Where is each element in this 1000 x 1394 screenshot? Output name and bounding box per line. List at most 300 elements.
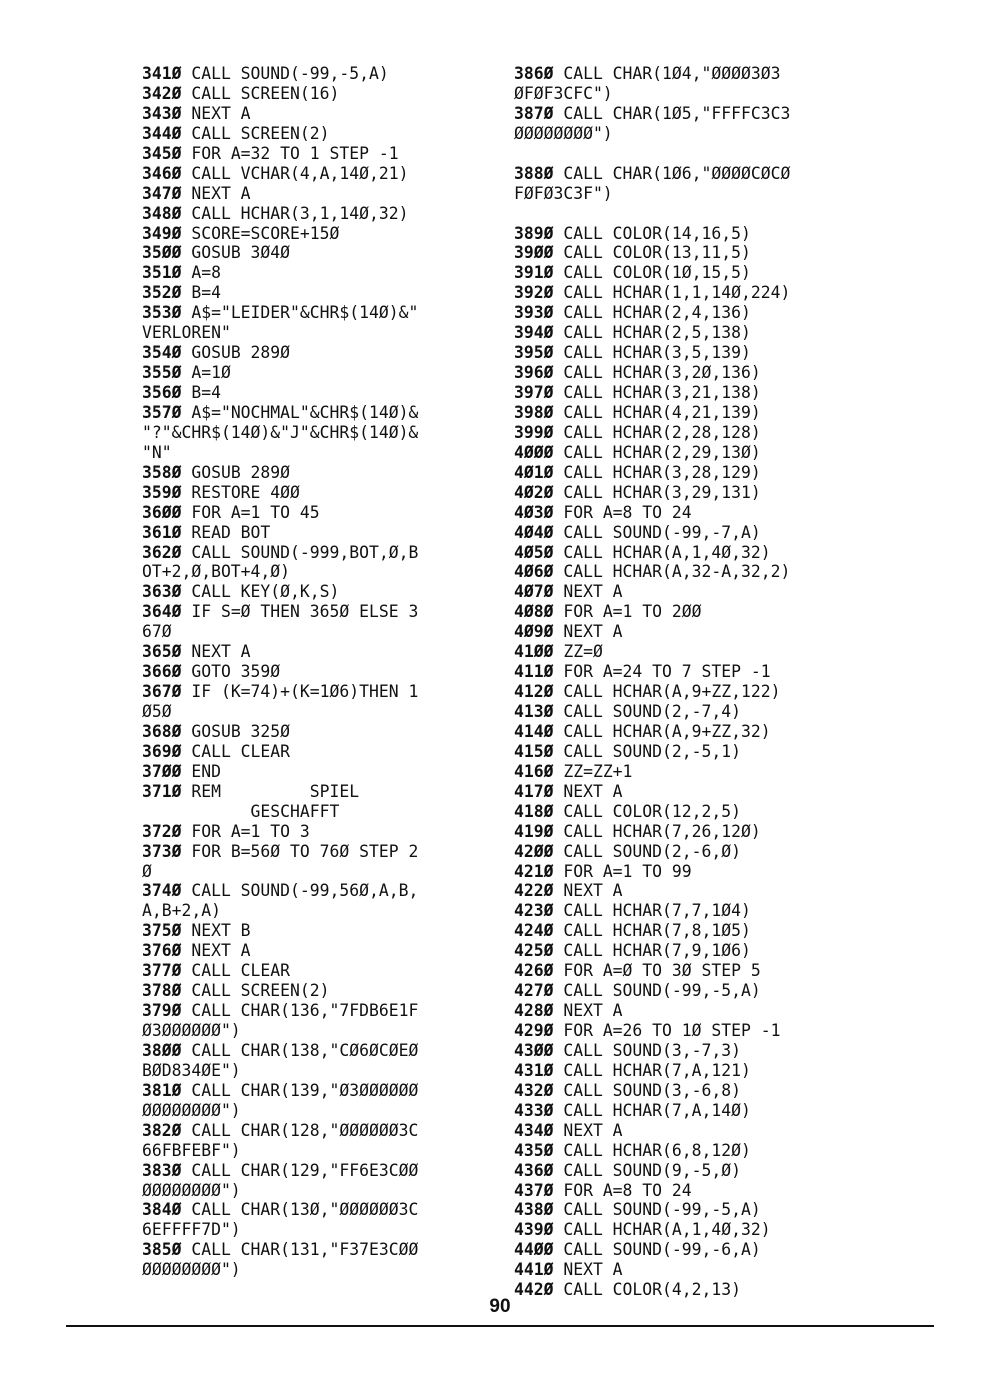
code-text: CALL SOUND(-99,-5,A)	[563, 981, 761, 1001]
line-number: 374Ø	[142, 881, 192, 901]
code-line	[514, 961, 874, 981]
line-number: 422Ø	[514, 881, 564, 901]
line-number: 396Ø	[514, 363, 564, 383]
code-line	[142, 602, 487, 622]
line-number: 442Ø	[514, 1280, 564, 1300]
code-line	[514, 64, 874, 84]
code-text: CALL VCHAR(4,A,14Ø,21)	[191, 163, 409, 183]
code-line	[514, 622, 874, 642]
line-number: 42ØØ	[514, 841, 564, 861]
code-text: NEXT A	[563, 781, 623, 801]
code-text: 66FBFEBF")	[142, 1140, 241, 1160]
code-line	[142, 463, 487, 483]
line-number: 386Ø	[514, 64, 564, 83]
code-line	[514, 323, 874, 343]
line-number: 394Ø	[514, 323, 564, 343]
line-number: 413Ø	[514, 702, 564, 721]
code-line	[514, 224, 874, 244]
code-line	[142, 622, 487, 642]
code-text: CALL SOUND(9,-5,Ø)	[563, 1160, 741, 1180]
code-text: FOR A=8 TO 24	[563, 1180, 692, 1200]
line-number: 346Ø	[142, 163, 192, 183]
code-line	[142, 343, 487, 363]
code-text: CALL SCREEN(2)	[191, 981, 330, 1001]
code-text: CALL SOUND(-99,-6,A)	[563, 1240, 761, 1260]
code-text: FOR A=Ø TO 3Ø STEP 5	[563, 961, 761, 981]
code-text: CALL CHAR(138,"CØ6ØCØEØ	[191, 1040, 419, 1060]
code-line	[514, 184, 874, 204]
code-line	[142, 243, 487, 263]
code-line	[514, 443, 874, 463]
line-number: 395Ø	[514, 343, 564, 363]
line-number: 363Ø	[142, 582, 192, 602]
code-text: CALL HCHAR(3,28,129)	[563, 462, 761, 482]
line-number: 416Ø	[514, 761, 564, 781]
code-text: FOR B=56Ø TO 76Ø STEP 2	[191, 841, 419, 861]
code-text: CALL HCHAR(7,8,1Ø5)	[563, 921, 751, 941]
page-number: 90	[489, 1296, 511, 1317]
line-number: 382Ø	[142, 1120, 192, 1140]
code-text: CALL HCHAR(2,5,138)	[563, 323, 751, 343]
line-number: 4Ø6Ø	[514, 562, 564, 582]
code-line	[514, 582, 874, 602]
line-number: 425Ø	[514, 941, 564, 961]
line-number: 385Ø	[142, 1240, 192, 1260]
code-line	[142, 642, 487, 662]
line-number: 349Ø	[142, 223, 192, 243]
code-text: CALL HCHAR(3,21,138)	[563, 383, 761, 402]
line-number: 414Ø	[514, 721, 564, 741]
code-line	[142, 702, 487, 722]
line-number: 351Ø	[142, 263, 192, 283]
code-text: FOR A=26 TO 1Ø STEP -1	[563, 1021, 781, 1040]
line-number: 373Ø	[142, 841, 192, 861]
code-line	[142, 662, 487, 682]
line-number: 389Ø	[514, 223, 564, 243]
code-text: OT+2,Ø,BOT+4,Ø)	[142, 562, 291, 582]
line-number: 418Ø	[514, 801, 564, 821]
code-line	[514, 862, 874, 882]
line-number: 352Ø	[142, 283, 192, 303]
code-text: CALL SOUND(-99,-5,A)	[191, 64, 389, 83]
code-line	[142, 1101, 487, 1121]
code-line	[514, 722, 874, 742]
code-text: FOR A=32 TO 1 STEP -1	[191, 143, 399, 163]
code-line	[142, 762, 487, 782]
line-number: 392Ø	[514, 283, 564, 303]
code-listing-left-column	[142, 64, 487, 1280]
line-number: 359Ø	[142, 482, 192, 502]
code-line	[142, 981, 487, 1001]
line-number: 348Ø	[142, 203, 192, 223]
code-text: REM SPIEL	[191, 781, 360, 801]
line-number: 356Ø	[142, 383, 192, 402]
code-line	[142, 1041, 487, 1061]
code-text: Ø3ØØØØØØ")	[142, 1021, 241, 1040]
code-line	[142, 941, 487, 961]
code-line	[514, 243, 874, 263]
code-line	[142, 862, 487, 882]
code-text: CALL HCHAR(A,32-A,32,2)	[563, 562, 791, 582]
code-text: ØØØØØØØØ")	[142, 1180, 241, 1200]
line-number: 391Ø	[514, 263, 564, 283]
code-text: VERLOREN"	[142, 323, 231, 343]
code-line	[142, 403, 487, 423]
code-line	[514, 662, 874, 682]
code-line	[142, 742, 487, 762]
code-line	[514, 941, 874, 961]
code-text: CALL CHAR(139,"Ø3ØØØØØØ	[191, 1080, 419, 1100]
code-text: NEXT A	[563, 1120, 623, 1140]
code-text: ØØØØØØØØ")	[142, 1260, 241, 1280]
line-number: 421Ø	[514, 861, 564, 881]
line-number: 437Ø	[514, 1180, 564, 1200]
line-number: 4Ø5Ø	[514, 542, 564, 562]
code-text: SCORE=SCORE+15Ø	[191, 223, 340, 243]
line-number: 427Ø	[514, 981, 564, 1001]
code-text: GOSUB 325Ø	[191, 721, 291, 741]
code-line	[514, 303, 874, 323]
code-text: CALL SOUND(3,-6,8)	[563, 1080, 741, 1100]
code-text: IF S=Ø THEN 365Ø ELSE 3	[191, 602, 419, 622]
line-number: 37ØØ	[142, 761, 192, 781]
code-text: GOSUB 3Ø4Ø	[191, 243, 291, 263]
code-text: CALL CHAR(129,"FF6E3CØØ	[191, 1160, 419, 1180]
code-text: NEXT A	[191, 642, 251, 662]
code-line	[142, 961, 487, 981]
code-line	[142, 124, 487, 144]
line-number: 4Ø2Ø	[514, 482, 564, 502]
line-number: 376Ø	[142, 941, 192, 961]
code-text: NEXT A	[191, 941, 251, 961]
line-number: 387Ø	[514, 103, 564, 123]
line-number: 412Ø	[514, 682, 564, 702]
code-line	[142, 1260, 487, 1280]
code-line	[514, 164, 874, 184]
code-text: NEXT A	[563, 1260, 623, 1280]
line-number: 4Ø3Ø	[514, 502, 564, 522]
line-number: 384Ø	[142, 1200, 192, 1220]
code-line	[514, 104, 874, 124]
code-text: NEXT A	[563, 881, 623, 901]
code-line	[142, 523, 487, 543]
code-text: CALL HCHAR(6,8,12Ø)	[563, 1140, 751, 1160]
line-number: 39ØØ	[514, 243, 564, 263]
line-number: 4Ø8Ø	[514, 602, 564, 622]
code-line	[514, 802, 874, 822]
line-number: 43ØØ	[514, 1040, 564, 1060]
code-line	[514, 1061, 874, 1081]
line-number: 424Ø	[514, 921, 564, 941]
code-line	[142, 782, 487, 802]
line-number: 365Ø	[142, 642, 192, 662]
code-line	[142, 1061, 487, 1081]
code-line	[142, 1240, 487, 1260]
line-number: 366Ø	[142, 662, 192, 682]
line-number: 341Ø	[142, 64, 192, 83]
code-line	[142, 722, 487, 742]
code-line	[514, 562, 874, 582]
code-line	[514, 343, 874, 363]
line-number: 41ØØ	[514, 642, 564, 662]
line-number: 431Ø	[514, 1060, 564, 1080]
code-line	[514, 263, 874, 283]
line-number: 397Ø	[514, 383, 564, 402]
code-text: 6EFFFF7D")	[142, 1220, 241, 1240]
code-line	[514, 1260, 874, 1280]
line-number: 342Ø	[142, 83, 192, 103]
code-text: CALL SOUND(-99,56Ø,A,B,	[191, 881, 419, 901]
code-text: ØØØØØØØØ")	[142, 1100, 241, 1120]
line-number: 361Ø	[142, 522, 192, 542]
code-line	[142, 483, 487, 503]
code-text: "?"&CHR$(14Ø)&"J"&CHR$(14Ø)&	[142, 422, 419, 442]
line-number: 435Ø	[514, 1140, 564, 1160]
code-line	[514, 1181, 874, 1201]
code-text: END	[191, 761, 221, 781]
code-text: CALL SCREEN(16)	[191, 83, 340, 103]
code-text: CALL CHAR(1Ø6,"ØØØØCØCØ	[563, 163, 791, 183]
code-text: CALL SOUND(-99,-7,A)	[563, 522, 761, 542]
code-line	[142, 64, 487, 84]
code-line	[142, 184, 487, 204]
code-text: FOR A=1 TO 2ØØ	[563, 602, 702, 622]
line-number: 378Ø	[142, 981, 192, 1001]
code-text: GOTO 359Ø	[191, 662, 281, 682]
line-number: 38ØØ	[142, 1040, 192, 1060]
code-text: FØFØ3C3F")	[514, 183, 613, 203]
code-text: CALL HCHAR(7,A,121)	[563, 1060, 751, 1080]
line-number: 439Ø	[514, 1220, 564, 1240]
line-number: 383Ø	[142, 1160, 192, 1180]
code-text: CALL HCHAR(7,A,14Ø)	[563, 1100, 751, 1120]
code-line	[514, 1220, 874, 1240]
line-number: 354Ø	[142, 343, 192, 363]
code-text: NEXT A	[563, 1001, 623, 1021]
code-text: "N"	[142, 442, 172, 462]
code-line	[514, 84, 874, 104]
code-text: CALL SOUND(2,-7,4)	[563, 702, 741, 721]
line-number: 353Ø	[142, 303, 192, 323]
code-line	[142, 881, 487, 901]
code-text: ØØØØØØØØ")	[514, 123, 613, 143]
code-line	[514, 1101, 874, 1121]
code-line	[514, 383, 874, 403]
code-text: NEXT B	[191, 921, 251, 941]
code-text: GOSUB 289Ø	[191, 462, 291, 482]
code-line	[142, 204, 487, 224]
code-line	[142, 1001, 487, 1021]
code-line	[514, 921, 874, 941]
code-text: CALL CHAR(131,"F37E3CØØ	[191, 1240, 419, 1260]
code-text: GOSUB 289Ø	[191, 343, 291, 363]
code-line	[514, 1121, 874, 1141]
code-text: FOR A=24 TO 7 STEP -1	[563, 662, 771, 682]
code-text: Ø	[142, 861, 152, 881]
code-line	[514, 144, 874, 164]
code-listing-right-column	[514, 64, 874, 1300]
code-text: CALL HCHAR(7,9,1Ø6)	[563, 941, 751, 961]
code-text: CALL HCHAR(1,1,14Ø,224)	[563, 283, 791, 303]
code-line	[142, 1081, 487, 1101]
code-line	[514, 782, 874, 802]
code-text: CALL HCHAR(2,29,13Ø)	[563, 442, 761, 462]
code-line	[142, 1200, 487, 1220]
code-line	[514, 981, 874, 1001]
code-line	[142, 582, 487, 602]
code-line	[514, 842, 874, 862]
line-number: 4ØØØ	[514, 442, 564, 462]
code-line	[142, 901, 487, 921]
code-text: NEXT A	[563, 582, 623, 602]
code-text: 67Ø	[142, 622, 172, 642]
code-text: CALL SCREEN(2)	[191, 123, 330, 143]
code-text: CALL HCHAR(3,1,14Ø,32)	[191, 203, 409, 223]
line-number: 434Ø	[514, 1120, 564, 1140]
code-text: IF (K=74)+(K=1Ø6)THEN 1	[191, 682, 419, 702]
code-line	[514, 423, 874, 443]
code-text: CALL COLOR(1Ø,15,5)	[563, 263, 751, 283]
code-text: CALL HCHAR(7,26,12Ø)	[563, 821, 761, 841]
line-number: 44ØØ	[514, 1240, 564, 1260]
code-line	[142, 164, 487, 184]
code-line	[514, 702, 874, 722]
line-number: 393Ø	[514, 303, 564, 323]
code-line	[142, 363, 487, 383]
line-number: 388Ø	[514, 163, 564, 183]
code-line	[142, 423, 487, 443]
line-number: 347Ø	[142, 183, 192, 203]
code-line	[142, 802, 487, 822]
line-number: 371Ø	[142, 781, 192, 801]
code-line	[514, 363, 874, 383]
code-text: CALL HCHAR(2,28,128)	[563, 422, 761, 442]
code-text: CALL SOUND(-99,-5,A)	[563, 1200, 761, 1220]
code-line	[142, 443, 487, 463]
line-number: 4Ø4Ø	[514, 522, 564, 542]
code-line	[514, 642, 874, 662]
code-text: CALL HCHAR(A,9+ZZ,122)	[563, 682, 781, 702]
code-line	[514, 1161, 874, 1181]
code-line	[142, 1021, 487, 1041]
code-text: CALL SOUND(-999,BOT,Ø,B	[191, 542, 419, 562]
code-text: A=1Ø	[191, 363, 231, 383]
code-text: CALL HCHAR(2,4,136)	[563, 303, 751, 323]
code-line	[514, 1021, 874, 1041]
line-number: 377Ø	[142, 961, 192, 981]
line-number: 441Ø	[514, 1260, 564, 1280]
code-line	[514, 204, 874, 224]
code-line	[142, 104, 487, 124]
code-line	[514, 1001, 874, 1021]
code-line	[514, 503, 874, 523]
code-text: CALL HCHAR(3,29,131)	[563, 482, 761, 502]
code-line	[514, 283, 874, 303]
code-line	[142, 224, 487, 244]
code-line	[514, 1240, 874, 1260]
code-text: READ BOT	[191, 522, 271, 542]
code-line	[142, 1141, 487, 1161]
line-number: 438Ø	[514, 1200, 564, 1220]
code-text: BØD834ØE")	[142, 1060, 241, 1080]
line-number: 344Ø	[142, 123, 192, 143]
code-text: CALL COLOR(13,11,5)	[563, 243, 751, 263]
code-line	[514, 483, 874, 503]
line-number: 419Ø	[514, 821, 564, 841]
code-line	[514, 124, 874, 144]
line-number: 381Ø	[142, 1080, 192, 1100]
line-number: 362Ø	[142, 542, 192, 562]
code-line	[142, 323, 487, 343]
line-number: 433Ø	[514, 1100, 564, 1120]
code-text: GESCHAFFT	[142, 801, 340, 821]
code-line	[142, 84, 487, 104]
code-text: CALL CHAR(136,"7FDB6E1F	[191, 1001, 419, 1021]
code-text: CALL SOUND(2,-5,1)	[563, 741, 741, 761]
code-line	[514, 1141, 874, 1161]
code-line	[514, 1200, 874, 1220]
code-text: CALL CLEAR	[191, 961, 291, 981]
code-text: Ø5Ø	[142, 702, 172, 721]
code-text: A,B+2,A)	[142, 901, 221, 921]
code-text: ZZ=ZZ+1	[563, 761, 633, 781]
code-text: ØFØF3CFC")	[514, 83, 613, 103]
code-line	[514, 602, 874, 622]
code-text: CALL SOUND(3,-7,3)	[563, 1040, 741, 1060]
line-number: 372Ø	[142, 821, 192, 841]
line-number: 368Ø	[142, 721, 192, 741]
code-text: CALL HCHAR(4,21,139)	[563, 402, 761, 422]
line-number: 428Ø	[514, 1001, 564, 1021]
code-line	[514, 682, 874, 702]
line-number: 375Ø	[142, 921, 192, 941]
line-number: 432Ø	[514, 1080, 564, 1100]
code-text: NEXT A	[191, 103, 251, 123]
code-line	[142, 1121, 487, 1141]
line-number: 357Ø	[142, 402, 192, 422]
line-number: 379Ø	[142, 1001, 192, 1021]
code-text: CALL HCHAR(3,2Ø,136)	[563, 363, 761, 383]
code-line	[514, 543, 874, 563]
code-text: B=4	[191, 383, 221, 402]
line-number: 358Ø	[142, 462, 192, 482]
code-text: FOR A=1 TO 3	[191, 821, 310, 841]
code-line	[142, 543, 487, 563]
line-number: 355Ø	[142, 363, 192, 383]
line-number: 436Ø	[514, 1160, 564, 1180]
code-text: FOR A=8 TO 24	[563, 502, 692, 522]
code-line	[142, 822, 487, 842]
code-line	[514, 881, 874, 901]
code-line	[142, 1161, 487, 1181]
code-line	[142, 1181, 487, 1201]
code-text: NEXT A	[191, 183, 251, 203]
line-number: 4Ø9Ø	[514, 622, 564, 642]
code-text: CALL HCHAR(7,7,1Ø4)	[563, 901, 751, 921]
line-number: 398Ø	[514, 402, 564, 422]
line-number: 399Ø	[514, 422, 564, 442]
line-number: 367Ø	[142, 682, 192, 702]
code-text: CALL CHAR(1Ø5,"FFFFC3C3	[563, 103, 791, 123]
code-text: CALL COLOR(4,2,13)	[563, 1280, 741, 1300]
code-text: CALL HCHAR(3,5,139)	[563, 343, 751, 363]
line-number: 411Ø	[514, 662, 564, 682]
code-text: CALL HCHAR(A,1,4Ø,32)	[563, 542, 771, 562]
code-line	[142, 303, 487, 323]
code-text: ZZ=Ø	[563, 642, 603, 662]
line-number: 429Ø	[514, 1021, 564, 1040]
code-text: CALL CHAR(128,"ØØØØØØ3C	[191, 1120, 419, 1140]
